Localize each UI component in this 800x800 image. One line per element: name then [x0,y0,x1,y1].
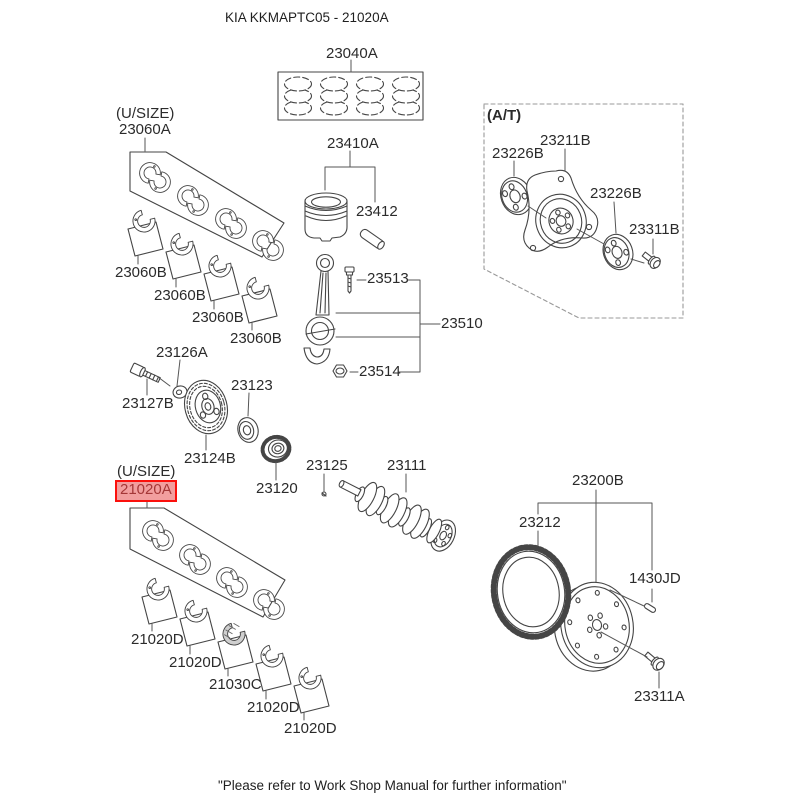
key-drawing [322,492,326,496]
part-label-23412[interactable]: 23412 [356,203,398,220]
part-label-23060b-2[interactable]: 23060B [154,287,206,304]
part-label-21020d-1[interactable]: 21020D [131,631,184,648]
part-label-21020d-4[interactable]: 21020D [284,720,337,737]
piston-drawing [305,193,347,241]
part-label-23311b[interactable]: 23311B [629,221,680,238]
dowel-pin-drawing [644,603,657,614]
section-label-usize-upper: (U/SIZE) [116,105,175,122]
part-label-23510[interactable]: 23510 [441,315,483,332]
section-label-usize-lower: (U/SIZE) [117,463,176,480]
part-label-23226b-2[interactable]: 23226B [590,185,642,202]
washer-drawing [235,415,261,444]
piston-pin-drawing [359,228,386,251]
part-label-21030c[interactable]: 21030C [209,676,262,693]
page-title: KIA KKMAPTC05 - 21020A [225,10,389,25]
part-label-21020a-highlighted[interactable]: 21020A [115,480,177,502]
part-label-23212[interactable]: 23212 [519,514,561,531]
part-label-23040a[interactable]: 23040A [326,45,378,62]
flywheel-bolt-drawing [642,649,666,672]
part-label-23410a[interactable]: 23410A [327,135,379,152]
part-label-23126a[interactable]: 23126A [156,344,208,361]
rod-nut-drawing [333,365,347,377]
part-label-23125[interactable]: 23125 [306,457,348,474]
sprocket-drawing [260,434,292,464]
connecting-rod-drawing [304,255,335,365]
part-label-23200b[interactable]: 23200B [572,472,624,489]
thrust-bearing-drawing [218,620,253,669]
crankshaft-drawing [332,468,460,555]
part-label-21020d-3[interactable]: 21020D [247,699,300,716]
part-label-23111[interactable]: 23111 [387,457,427,474]
part-label-23060b-1[interactable]: 23060B [115,264,167,281]
part-label-23311a[interactable]: 23311A [634,688,685,705]
part-label-21020d-2[interactable]: 21020D [169,654,222,671]
part-label-23226b-1[interactable]: 23226B [492,145,544,162]
pulley-drawing [179,375,234,438]
section-label-at: (A/T) [487,107,522,124]
part-label-23124b[interactable]: 23124B [184,450,236,467]
at-adapter-plate-drawing [524,170,598,255]
rod-bolt-drawing [345,267,354,293]
part-label-23513[interactable]: 23513 [367,270,409,287]
part-label-23514[interactable]: 23514 [359,363,401,380]
part-label-1430jd[interactable]: 1430JD [629,570,681,587]
footer-note: "Please refer to Work Shop Manual for further information" [218,778,567,793]
part-label-23120[interactable]: 23120 [256,480,298,497]
part-label-23060b-4[interactable]: 23060B [230,330,282,347]
at-bolt-drawing [640,249,662,270]
part-label-23211b[interactable]: 23211B [540,132,591,149]
ring-set-drawing [278,72,423,120]
part-label-23123[interactable]: 23123 [231,377,273,394]
part-label-23060b-3[interactable]: 23060B [192,309,244,326]
part-label-23060a[interactable]: 23060A [119,121,171,138]
part-label-23127b[interactable]: 23127B [122,395,174,412]
